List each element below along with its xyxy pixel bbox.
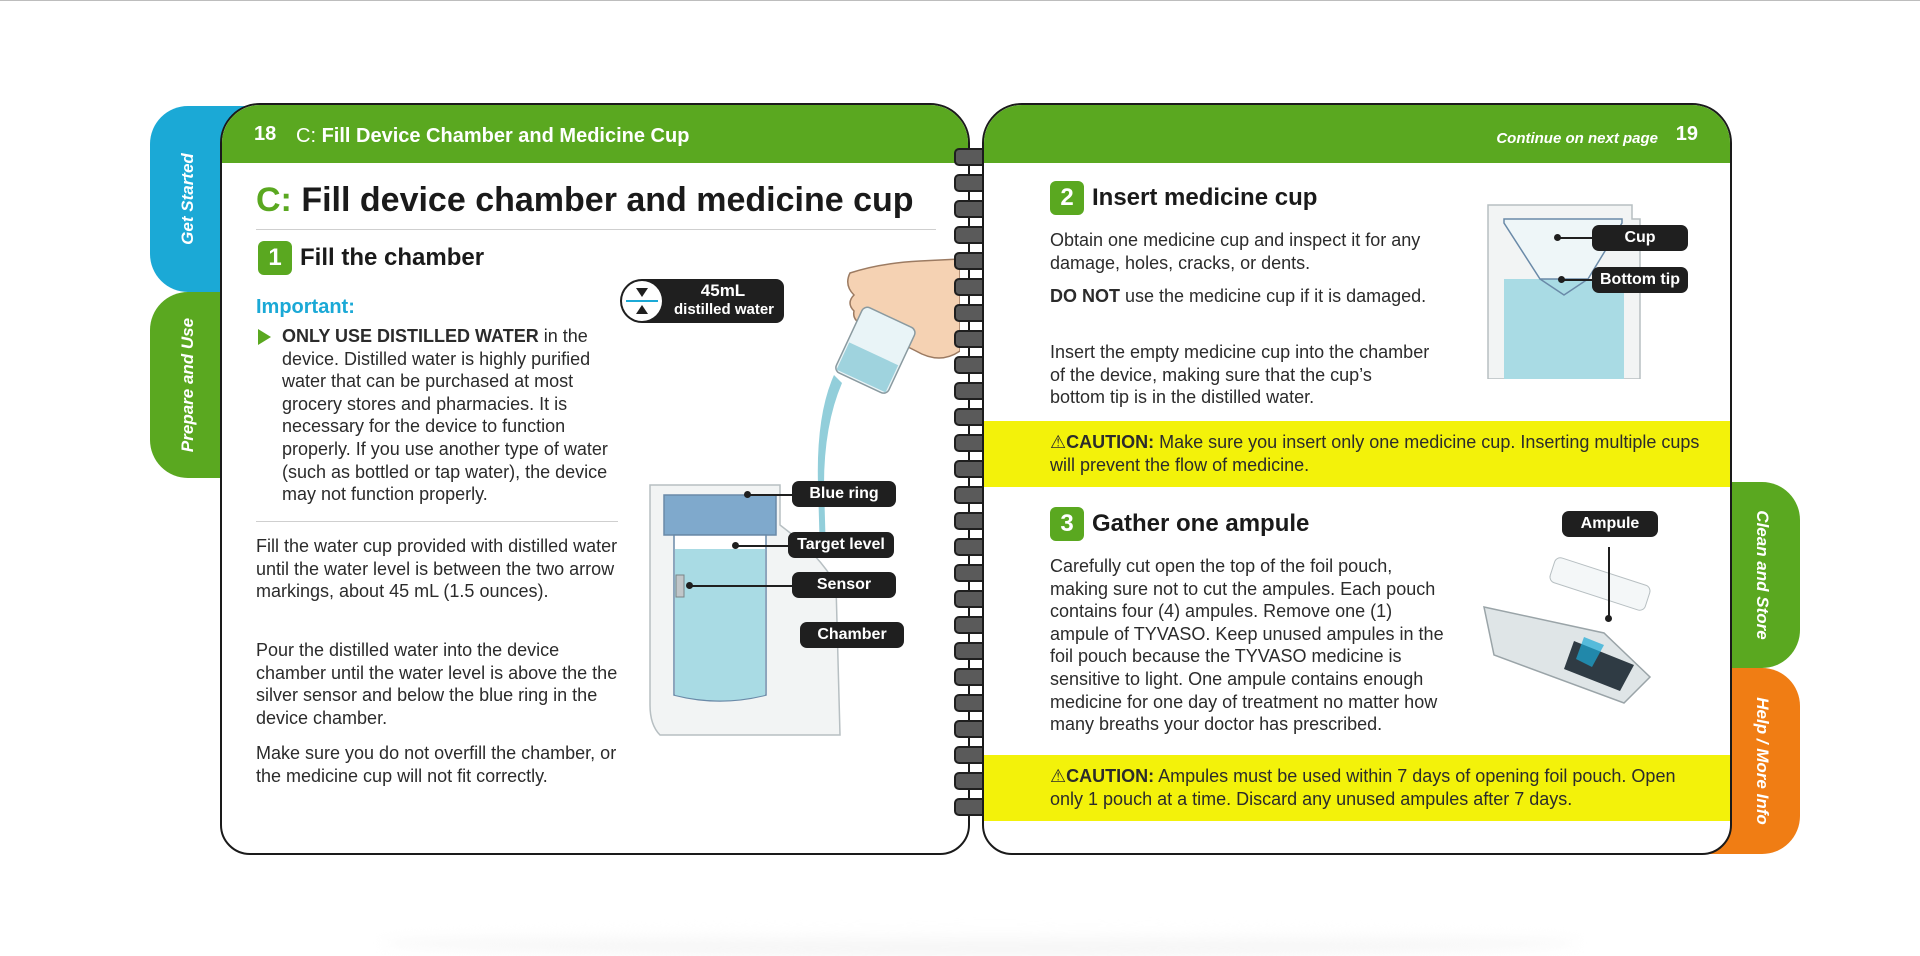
caution-banner-2 xyxy=(984,755,1730,821)
top-border-line xyxy=(0,0,1920,1)
section-divider xyxy=(256,521,618,522)
bullet-arrow-icon xyxy=(258,329,271,345)
header-title xyxy=(296,125,689,148)
step-title: Insert medicine cup xyxy=(1092,184,1318,211)
step-3-paragraph: Carefully cut open the top of the foil pouch, making sure not to cut the ampules. Each pouch contains four (4) ampules. Remove one (1) ampule of TYVASO. Keep unused ampules in the foil pouch because the TYVASO medicine is sensitive to light. One ampule contains enough medicine for one day of treatment no matter how many breaths your doctor has prescribed. xyxy=(1050,556,1444,735)
volume-badge xyxy=(620,279,784,323)
caution-banner-1 xyxy=(984,421,1730,487)
foil-pouch-illustration xyxy=(1474,545,1674,705)
page-title-text: Fill device chamber and medicine cup xyxy=(301,181,914,219)
target-level-label: Target level xyxy=(788,532,894,558)
target-level-leader xyxy=(738,545,790,547)
ampule-leader xyxy=(1608,547,1610,619)
bottom-tip-dot xyxy=(1558,276,1565,283)
tab-help-more-info-label: Help / More Info xyxy=(1753,697,1772,825)
page-header xyxy=(222,105,968,163)
ampule-drawing xyxy=(1548,556,1651,612)
sensor-drawing xyxy=(676,575,684,597)
step-number-badge: 1 xyxy=(258,241,292,275)
page-title xyxy=(256,181,914,220)
step-2-paragraph-2 xyxy=(1050,285,1430,308)
page-number: 18 xyxy=(254,123,277,145)
bullet-text: in the device. Distilled water is highly purified water that can be purchased at most grocery stores and pharmacies. It is necessary for the device to function properly. If you use another type of water (such as bottled or tap water), the device may not function properly. xyxy=(282,326,608,505)
tab-get-started-label: Get Started xyxy=(178,153,197,245)
caution-1-label: ⚠CAUTION: xyxy=(1050,432,1155,452)
foil-pouch-drawing xyxy=(1484,607,1650,703)
instruction-paragraph-2: Pour the distilled water into the device chamber until the water level is above the the silver sensor and below the blue ring in the device chamber. xyxy=(256,640,618,728)
step-3-heading xyxy=(1050,507,1309,541)
chamber-fill-illustration xyxy=(620,255,960,755)
tab-clean-and-store-label: Clean and Store xyxy=(1753,510,1772,640)
blue-ring-dot xyxy=(744,491,751,498)
cup-dot xyxy=(1554,234,1561,241)
sensor-leader xyxy=(692,585,794,587)
important-bullet xyxy=(282,325,622,506)
bottom-tip-label: Bottom tip xyxy=(1592,267,1688,293)
arrows-icon xyxy=(622,281,662,321)
page-title-letter: C: xyxy=(256,181,292,219)
cup-label: Cup xyxy=(1592,225,1688,251)
page-header xyxy=(984,105,1730,163)
caution-2-label: ⚠CAUTION: xyxy=(1050,766,1155,786)
important-label: Important: xyxy=(256,296,355,318)
tab-prepare-and-use-label: Prepare and Use xyxy=(178,317,197,453)
sensor-label: Sensor xyxy=(792,572,896,598)
instruction-paragraph-3: Make sure you do not overfill the chamber, or the medicine cup will not fit correctly. xyxy=(256,743,617,786)
caution-1-text xyxy=(1050,431,1710,476)
warning-triangle-icon: ⚠ xyxy=(1050,432,1067,452)
caution-2-text xyxy=(1050,765,1710,810)
blue-ring-leader xyxy=(750,494,794,496)
step-2-paragraph-1: Obtain one medicine cup and inspect it for any damage, holes, cracks, or dents. xyxy=(1050,230,1421,273)
chamber-water xyxy=(675,549,765,701)
binder-shadow xyxy=(380,930,1580,956)
title-divider xyxy=(256,229,936,230)
step-1-heading xyxy=(258,241,484,275)
chamber-label: Chamber xyxy=(800,622,904,648)
bullet-bold-text: ONLY USE DISTILLED WATER xyxy=(282,326,539,346)
water-stream xyxy=(818,375,842,555)
continue-on-next-page: Continue on next page xyxy=(1496,130,1658,147)
step-title: Gather one ampule xyxy=(1092,510,1310,537)
do-not-text: DO NOT xyxy=(1050,286,1120,306)
instruction-paragraph-1: Fill the water cup provided with distilled water until the water level is between the two arrow markings, about 45 mL (1.5 ounces). xyxy=(256,536,618,602)
page-number: 19 xyxy=(1675,123,1698,145)
step-number-badge: 3 xyxy=(1050,507,1084,541)
target-level-dot xyxy=(732,542,739,549)
blue-ring-label: Blue ring xyxy=(792,481,896,507)
ampule-dot xyxy=(1605,615,1612,622)
caution-1-body: Make sure you insert only one medicine cup. Inserting multiple cups will prevent the flow of medicine. xyxy=(1050,432,1700,475)
step-2-paragraph-2-text: use the medicine cup if it is damaged. xyxy=(1120,286,1427,306)
step-title: Fill the chamber xyxy=(300,244,485,271)
sensor-dot xyxy=(686,582,693,589)
step-2-heading xyxy=(1050,181,1317,215)
step-number-badge: 2 xyxy=(1050,181,1084,215)
badge-line-2: distilled water xyxy=(673,301,775,318)
header-prefix: C: xyxy=(296,125,316,147)
step-2-paragraph-3: Insert the empty medicine cup into the chamber of the device, making sure that the cup’s bottom tip is in the distilled water. xyxy=(1050,342,1430,408)
caution-2-body: Ampules must be used within 7 days of opening foil pouch. Open only 1 pouch at a time. Discard any unused ampules after 7 days. xyxy=(1050,766,1676,809)
ampule-label: Ampule xyxy=(1562,511,1658,537)
header-title-text: Fill Device Chamber and Medicine Cup xyxy=(321,125,690,147)
badge-line-1: 45mL xyxy=(700,281,746,300)
page-18 xyxy=(220,103,970,855)
warning-triangle-icon: ⚠ xyxy=(1050,766,1067,786)
page-19 xyxy=(982,103,1732,855)
blue-ring-drawing xyxy=(664,495,776,535)
